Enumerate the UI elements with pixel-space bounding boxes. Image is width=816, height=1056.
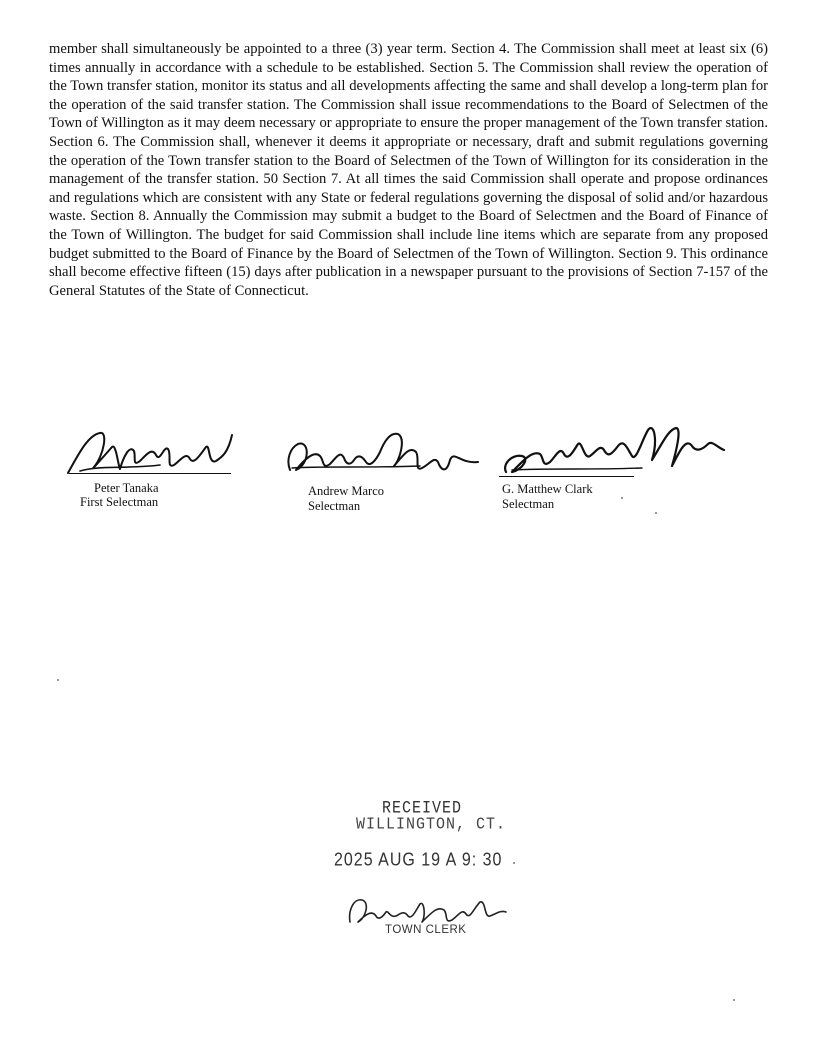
scan-speck — [733, 999, 735, 1001]
stamp-place: WILLINGTON, CT. — [356, 815, 507, 834]
stamp-date: 2025 AUG 19 A 9: 30 — [334, 850, 503, 871]
signer-name: G. Matthew Clark — [502, 482, 593, 496]
scan-speck — [655, 512, 657, 514]
scan-speck — [513, 862, 515, 864]
ordinance-body-text: member shall simultaneously be appointed to a three (3) year term. Section 4. The Commission shall meet at least six (6) times annually in accordance with a schedule to be established. Section 5. The Commission shall review the operation of the Town transfer station, monitor its status and all developments affecting the same and shall develop a long-term plan for the operation of the said transfer station. The Commission shall issue recommendations to the Board of Selectmen of the Town of Willington as it may deem necessary or appropriate to ensure the proper management of the Town transfer station. Section 6. The Commission shall, whenever it deems it appropriate or necessary, draft and submit regulations governing the operation of the Town transfer station to the Board of Selectmen of the Town of Willington for its consideration in the management of the transfer station. 50 Section 7. At all times the said Commission shall operate and propose ordinances and regulations which are consistent with any State or federal regulations governing the disposal of solid and/or hazardous waste. Section 8. Annually the Commission may submit a budget to the Board of Selectmen and the Board of Finance of the Town of Willington. The budget for said Commission shall include line items which are separate from any proposed budget submitted to the Board of Finance by the Board of Selectmen of the Town of Willington. Section 9. This ordinance shall become effective fifteen (15) days after publication in a newspaper pursuant to the provisions of Section 7-157 of the General Statutes of the State of Connecticut. — [49, 41, 769, 299]
signer-title: Selectman — [308, 499, 361, 513]
scan-speck — [57, 679, 59, 681]
stamp-town-clerk: TOWN CLERK — [385, 924, 467, 936]
signer-name: Peter Tanaka — [94, 481, 159, 495]
signer-title: Selectman — [502, 497, 555, 511]
signature-peter-tanaka — [60, 425, 250, 480]
signature-andrew-marco — [280, 420, 490, 482]
signer-name: Andrew Marco — [308, 484, 385, 498]
signer-title: First Selectman — [80, 495, 159, 509]
signature-line — [499, 476, 634, 477]
scan-speck — [621, 497, 623, 499]
stamp-received: RECEIVED — [382, 798, 463, 819]
signature-line — [69, 473, 231, 474]
signature-g-matthew-clark — [492, 410, 732, 485]
